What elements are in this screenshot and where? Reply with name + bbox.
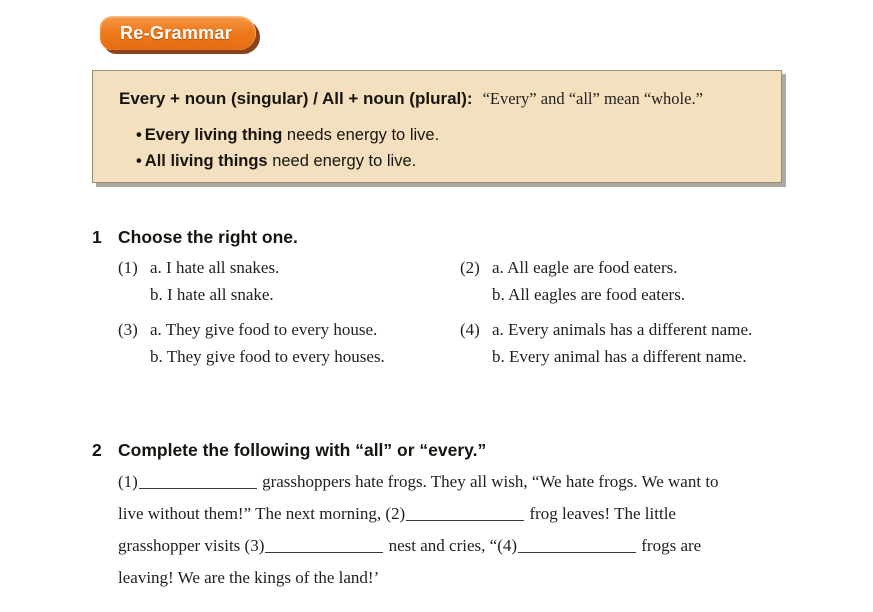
- rule-example-2: [136, 148, 761, 174]
- answer-blank-4[interactable]: [518, 539, 636, 553]
- passage-text: frogs are: [637, 536, 702, 555]
- bullet-icon: •: [136, 126, 142, 144]
- answer-blank-2[interactable]: [406, 507, 524, 521]
- question-2: [460, 254, 818, 308]
- passage-text: grasshopper visits (3): [118, 536, 265, 555]
- passage-text: grasshoppers hate frogs. They all wish, “We hate frogs. We want to: [257, 472, 719, 491]
- question-4-number: (4): [460, 320, 480, 339]
- badge-label: Re-Grammar: [120, 22, 233, 43]
- passage-line-3: [118, 530, 808, 562]
- exercise-1-title: Choose the right one.: [118, 227, 298, 247]
- rule-example-1: [136, 122, 761, 148]
- passage-text: frog leaves! The little: [525, 504, 676, 523]
- re-grammar-badge: [100, 16, 256, 50]
- choice-2b[interactable]: b. All eagles are food eaters.: [492, 285, 686, 304]
- passage-line-1: [118, 466, 808, 498]
- question-1-number: (1): [118, 258, 138, 277]
- exercise-2-number: 2: [92, 440, 102, 460]
- question-4: [460, 316, 818, 370]
- exercise-2-header: [92, 440, 486, 461]
- rule-examples: [136, 122, 761, 174]
- rule-title: Every + noun (singular) / All + noun (plural):: [119, 89, 473, 108]
- passage-text: live without them!” The next morning, (2): [118, 504, 406, 523]
- bullet-icon: •: [136, 152, 142, 170]
- passage-text: nest and cries, “(4): [384, 536, 518, 555]
- rule-example-2-lead: All living things: [144, 152, 268, 170]
- choice-3a[interactable]: a. They give food to every house.: [150, 320, 378, 339]
- passage-text: (1): [118, 472, 138, 491]
- rule-example-1-lead: Every living thing: [144, 126, 283, 144]
- choice-1b[interactable]: b. I hate all snake.: [150, 285, 274, 304]
- passage-text: leaving! We are the kings of the land!’: [118, 568, 380, 587]
- answer-blank-3[interactable]: [265, 539, 383, 553]
- exercise-2-title: Complete the following with “all” or “every.”: [118, 440, 487, 460]
- choice-3b[interactable]: b. They give food to every houses.: [150, 347, 385, 366]
- choice-4b[interactable]: b. Every animal has a different name.: [492, 347, 747, 366]
- rule-note: “Every” and “all” mean “whole.”: [482, 89, 703, 108]
- question-3-number: (3): [118, 320, 138, 339]
- choice-1a[interactable]: a. I hate all snakes.: [150, 258, 280, 277]
- rule-example-2-rest: need energy to live.: [267, 152, 417, 170]
- exercise-1-items: [118, 254, 818, 370]
- question-1: [118, 254, 460, 308]
- answer-blank-1[interactable]: [139, 475, 257, 489]
- grammar-rule-box: [92, 70, 782, 183]
- choice-2a[interactable]: a. All eagle are food eaters.: [492, 258, 678, 277]
- rule-title-row: [119, 88, 761, 110]
- exercise-1-number: 1: [92, 227, 102, 247]
- passage-line-4: [118, 562, 808, 594]
- rule-example-1-rest: needs energy to live.: [282, 126, 440, 144]
- passage-line-2: [118, 498, 808, 530]
- exercise-2-passage: [118, 466, 808, 594]
- question-3: [118, 316, 460, 370]
- exercise-1-header: [92, 227, 298, 248]
- choice-4a[interactable]: a. Every animals has a different name.: [492, 320, 753, 339]
- question-2-number: (2): [460, 258, 480, 277]
